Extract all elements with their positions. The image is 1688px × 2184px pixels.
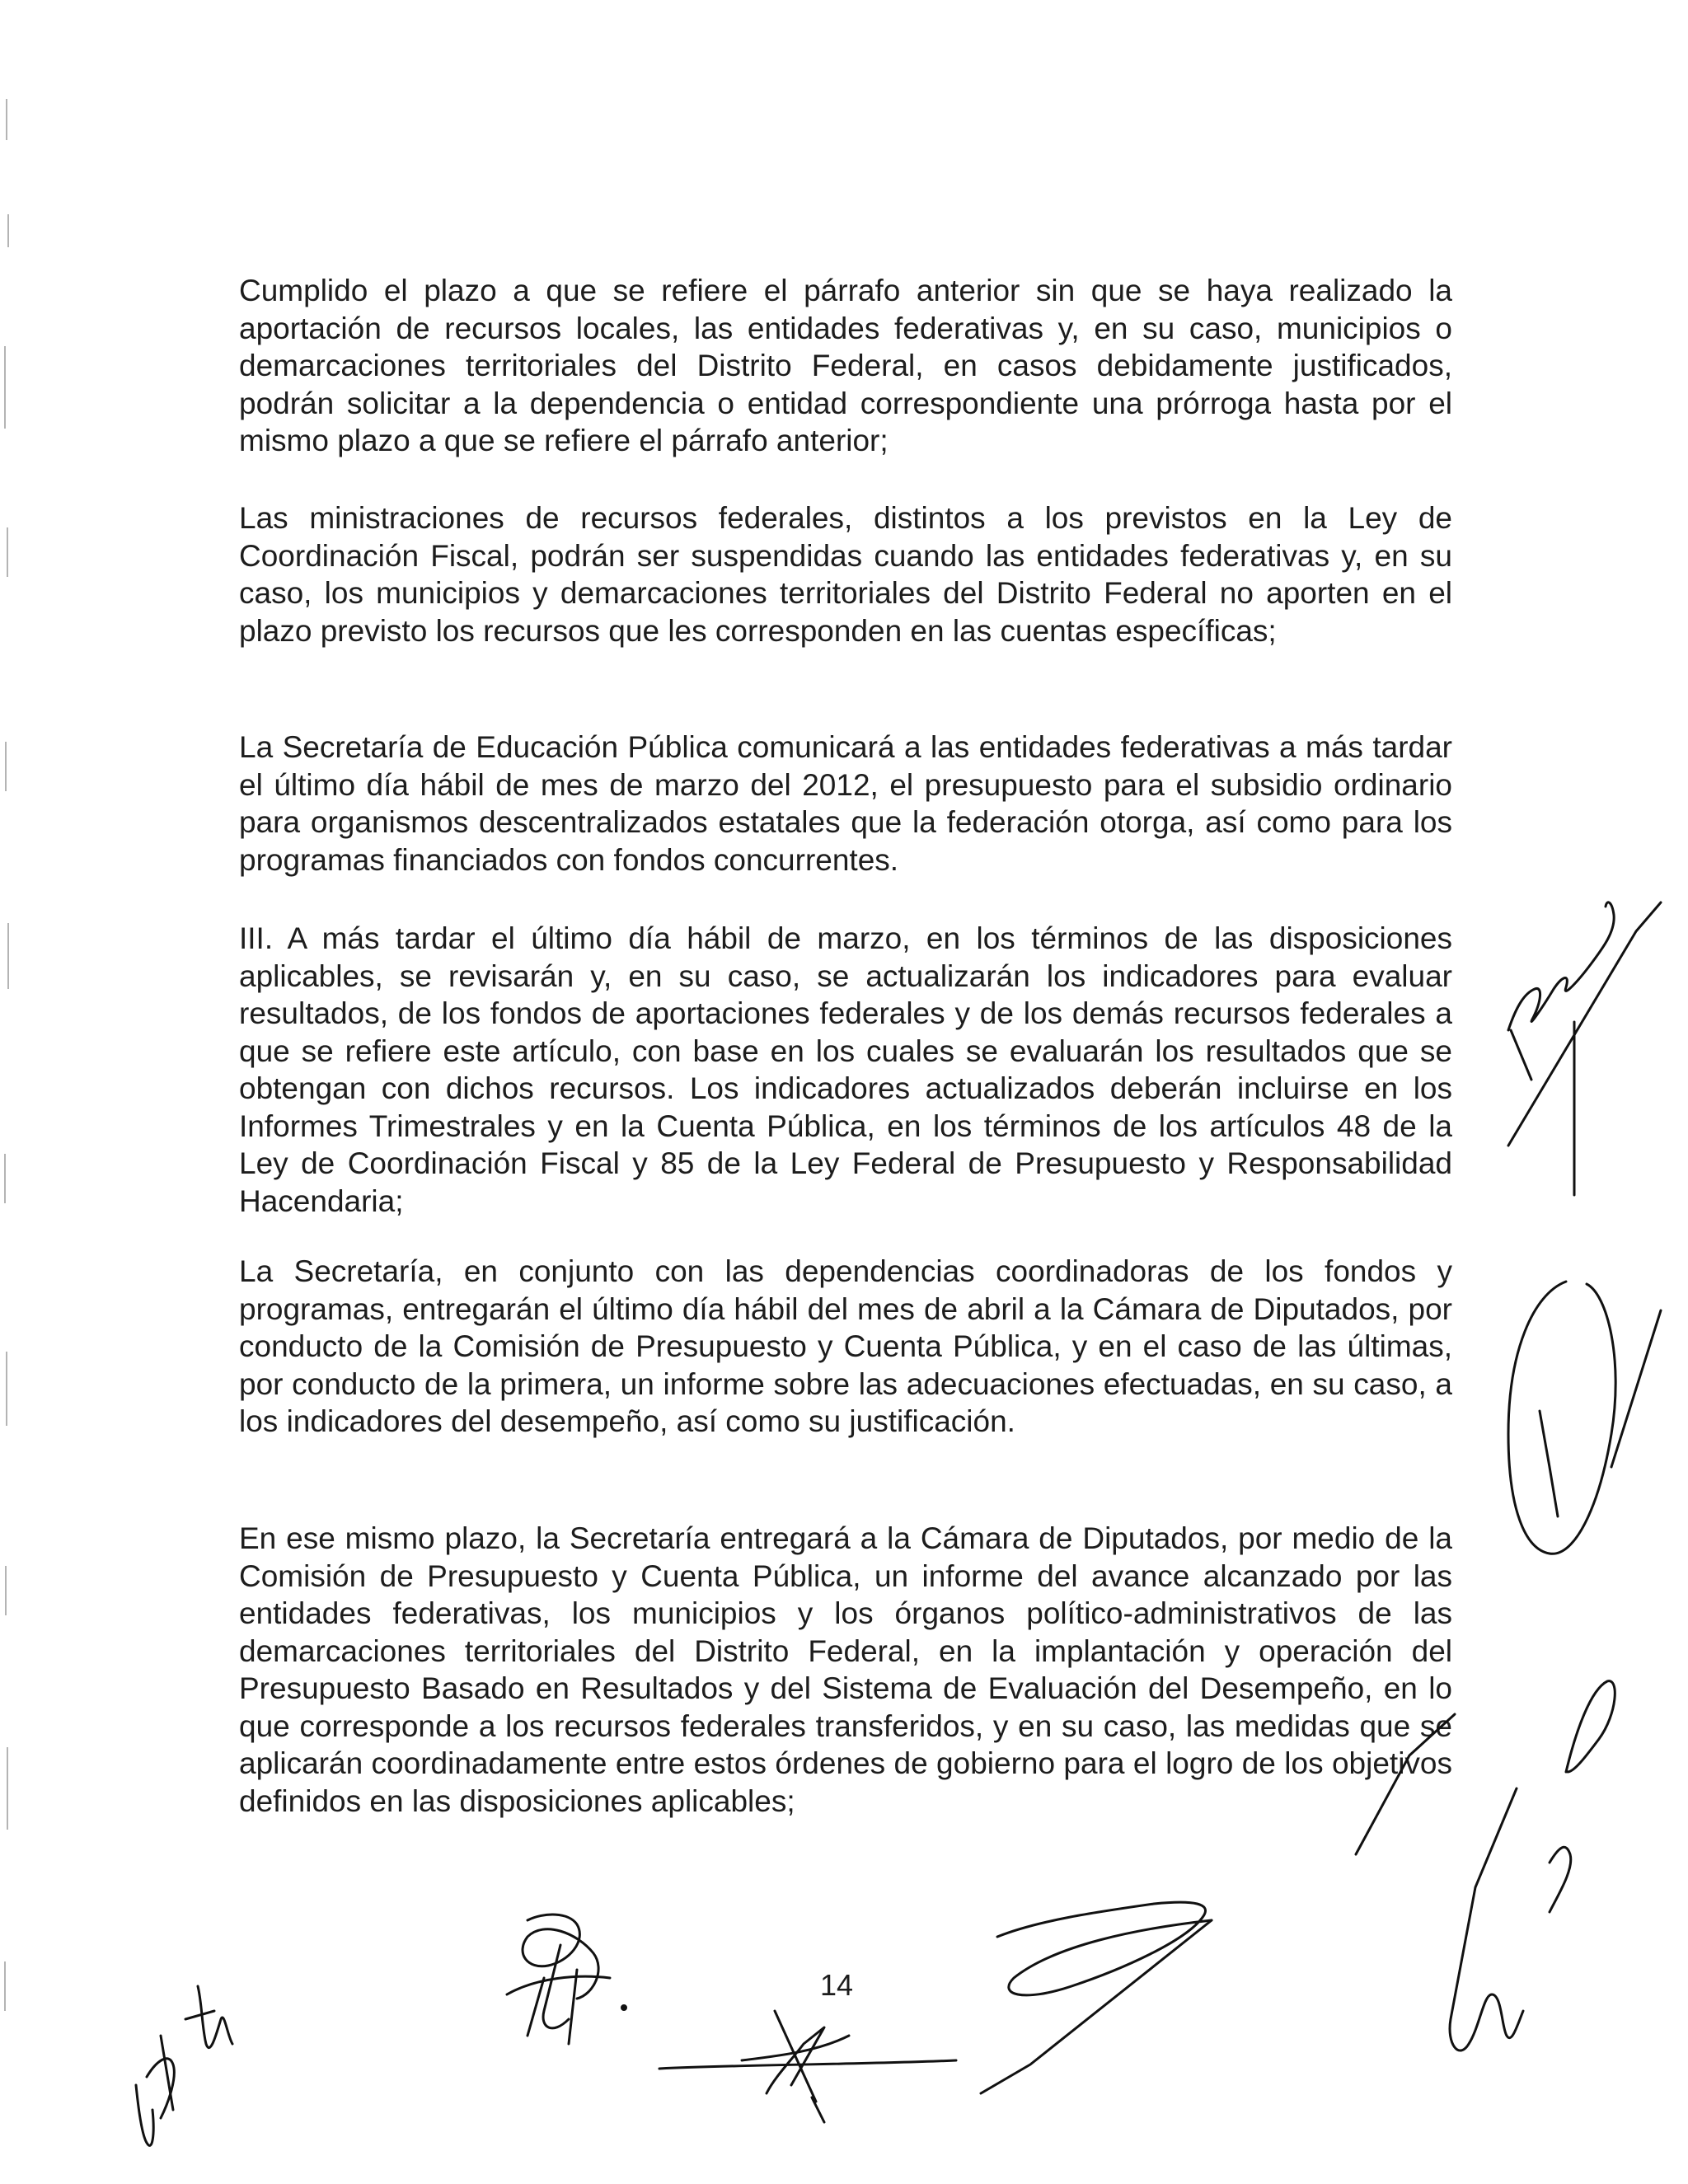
signature-right-upper [1508, 902, 1661, 1195]
scan-edge-marks [0, 0, 18, 2184]
signature-bottom-left [136, 1986, 232, 2145]
paragraph-fraction-iii: III. A más tardar el último día hábil de marzo, en los términos de las disposiciones aplicables, se revisarán y, en su caso, se actualizarán los indicadores para evaluar resultados, de los fondos de aportaciones federales y de los demás recursos federales a que se refiere este artículo, con base en los cuales se evaluarán los resultados que se obtengan con dichos recursos. Los indicadores actualizados deberán incluirse en los Informes Trimestrales y en la Cuenta Pública, en los términos de los artículos 48 de la Ley de Coordinación Fiscal y 85 de la Ley Federal de Presupuesto y Responsabilidad Hacendaria; [239, 921, 1452, 1218]
paragraph-ministraciones: Las ministraciones de recursos federales, distintos a los previstos en la Ley de Coordinación Fiscal, podrán ser suspendidas cuando las entidades federativas y, en su caso, los municipios y demarcaciones territoriales del Distrito Federal no aporten en el plazo previsto los recursos que les corresponden en las cuentas específicas; [239, 501, 1452, 648]
paragraph-prorroga: Cumplido el plazo a que se refiere el párrafo anterior sin que se haya realizado la aportación de recursos locales, las entidades federativas y, en su caso, municipios o demarcaciones territoriales del Distrito Federal, en casos debidamente justificados, podrán solicitar a la dependencia o entidad correspondiente una prórroga hasta por el mismo plazo a que se refiere el párrafo anterior; [239, 274, 1452, 457]
page-number: 14 [820, 1968, 854, 2002]
signature-bottom-scribble [507, 1915, 626, 2044]
paragraph-sep-subsidio: La Secretaría de Educación Pública comunicará a las entidades federativas a más tardar el último día hábil de mes de marzo del 2012, el presupuesto para el subsidio ordinario para organismos descentralizados estatales que la federación otorga, así como para los programas financiados con fondos concurrentes. [239, 730, 1452, 877]
paragraph-informe-avance: En ese mismo plazo, la Secretaría entregará a la Cámara de Diputados, por medio de la Comisión de Presupuesto y Cuenta Pública, un informe del avance alcanzado por las entidades federativas, los municipios y los órganos político-administrativos de las demarcaciones territoriales del Distrito Federal, en la implantación y operación del Presupuesto Basado en Resultados y del Sistema de Evaluación del Desempeño, en lo que corresponde a los recursos federales transferidos, y en su caso, las medidas que se aplicarán coordinadamente entre estos órdenes de gobierno para el logro de los objetivos definidos en las disposiciones aplicables; [239, 1521, 1452, 1818]
paragraph-informe-adecuaciones: La Secretaría, en conjunto con las dependencias coordinadoras de los fondos y programas, entregarán el último día hábil del mes de abril a la Cámara de Diputados, por conducto de la Comisión de Presupuesto y Cuenta Pública, y en el caso de las últimas, por conducto de la primera, un informe sobre las adecuaciones efectuadas, en su caso, a los indicadores del desempeño, así como su justificación. [239, 1254, 1452, 1438]
signature-bottom-flourish [659, 1902, 1212, 2093]
signature-right-loop [1508, 1282, 1661, 1554]
signature-bottom-star [742, 2011, 849, 2122]
